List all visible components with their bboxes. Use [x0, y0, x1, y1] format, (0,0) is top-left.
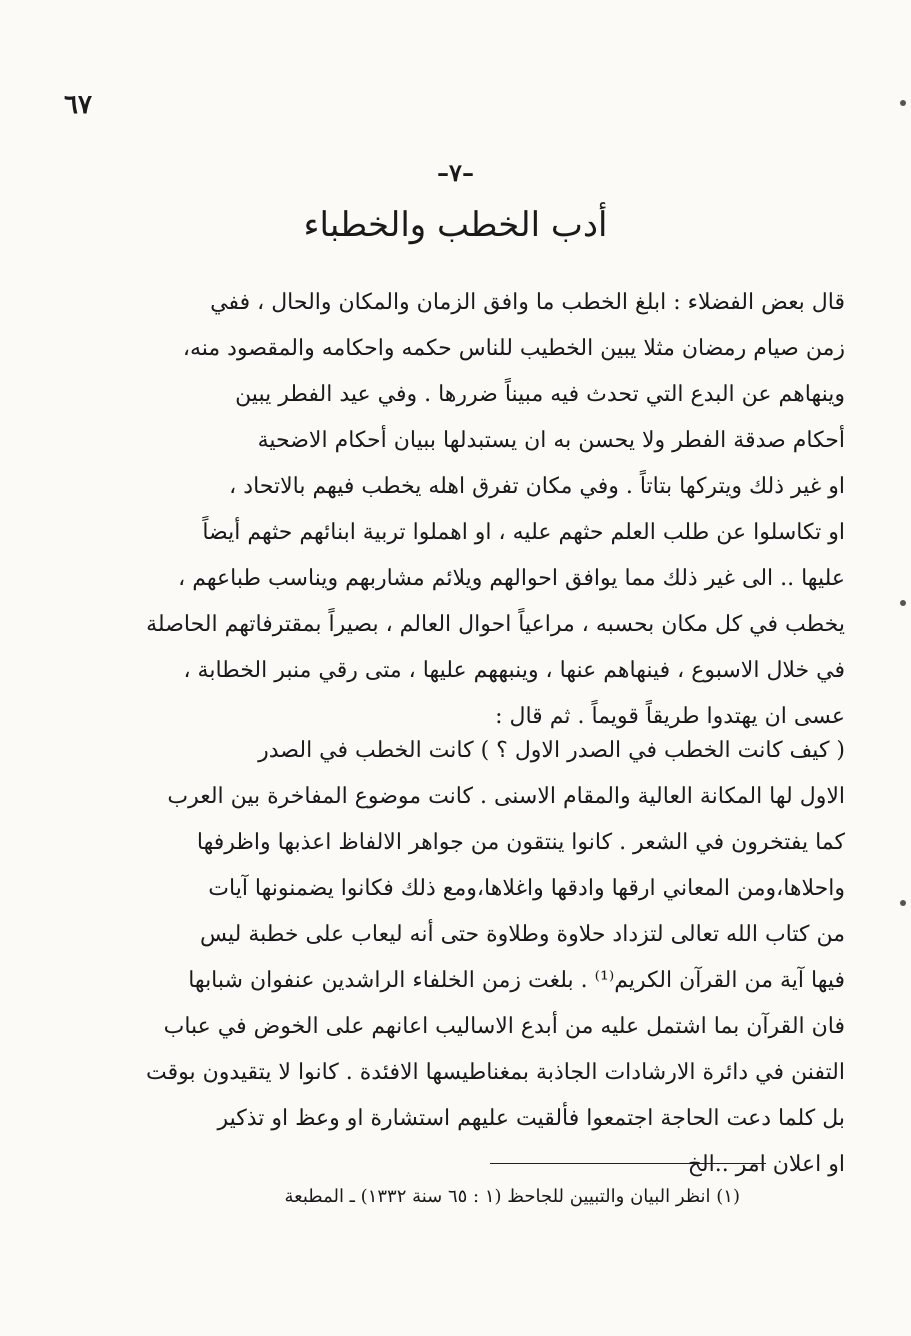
margin-speck: [900, 600, 906, 606]
margin-speck: [900, 900, 906, 906]
chapter-title: أدب الخطب والخطباء: [303, 205, 608, 245]
text-line: قال بعض الفضلاء : ابلغ الخطب ما وافق الزمان والمكان والحال ، ففي: [210, 290, 845, 315]
paragraph-1: [68, 280, 845, 740]
text-line: يخطب في كل مكان بحسبه ، مراعياً احوال العالم ، بصيراً بمقترفاتهم الحاصلة: [146, 612, 845, 637]
text-line: التفنن في دائرة الارشادات الجاذبة بمغناطيسها الافئدة . كانوا لا يتقيدون بوقت: [145, 1060, 845, 1085]
text-line: عسى ان يهتدوا طريقاً قويماً . ثم قال :: [495, 704, 845, 729]
text-line: ( كيف كانت الخطب في الصدر الاول ؟ ) كانت الخطب في الصدر: [258, 738, 845, 763]
page-number: ٦٧: [64, 90, 92, 120]
text-line: عليها .. الى غير ذلك مما يوافق احوالهم ويلائم مشاربهم ويناسب طباعهم ،: [178, 566, 845, 591]
text-line: فيها آية من القرآن الكريم⁽¹⁾ . بلغت زمن الخلفاء الراشدين عنفوان شبابها: [188, 968, 845, 993]
text-line: زمن صيام رمضان مثلا يبين الخطيب للناس حكمه واحكامه والمقصود منه،: [182, 336, 845, 361]
text-line: بل كلما دعت الحاجة اجتمعوا فألقيت عليهم استشارة او وعظ او تذكير: [217, 1106, 845, 1131]
text-line: أحكام صدقة الفطر ولا يحسن به ان يستبدلها ببيان أحكام الاضحية: [257, 428, 845, 453]
text-line: فان القرآن بما اشتمل عليه من أبدع الاساليب اعانهم على الخوض في عباب: [163, 1014, 845, 1039]
margin-speck: [900, 100, 906, 106]
footnote: (١) انظر البيان والتبيين للجاحظ (١ : ٦٥ سنة ١٣٣٢) ـ المطبعة: [284, 1186, 740, 1207]
paragraph-2: [68, 728, 845, 1188]
text-line: من كتاب الله تعالى لتزداد حلاوة وطلاوة حتى أنه ليعاب على خطبة ليس: [199, 922, 845, 947]
text-line: او تكاسلوا عن طلب العلم حثهم عليه ، او اهملوا تربية ابنائهم حثهم أيضاً: [202, 520, 845, 545]
text-line: في خلال الاسبوع ، فينهاهم عنها ، وينبههم عليها ، متى رقي منبر الخطابة ،: [183, 658, 845, 683]
text-line: الاول لها المكانة العالية والمقام الاسنى . كانت موضوع المفاخرة بين العرب: [167, 784, 845, 809]
footnote-divider: [490, 1163, 766, 1164]
text-line: وينهاهم عن البدع التي تحدث فيه مبيناً ضررها . وفي عيد الفطر يبين: [235, 382, 845, 407]
text-line: كما يفتخرون في الشعر . كانوا ينتقون من جواهر الالفاظ اعذبها واظرفها: [196, 830, 845, 855]
text-line: او غير ذلك ويتركها بتاتاً . وفي مكان تفرق اهله يخطب فيهم بالاتحاد ،: [229, 474, 845, 499]
text-line: او اعلان امر ..الخ: [687, 1152, 845, 1177]
section-number: –٧–: [437, 158, 474, 187]
text-line: واحلاها،ومن المعاني ارقها وادقها واغلاها،ومع ذلك فكانوا يضمنونها آيات: [208, 876, 845, 901]
